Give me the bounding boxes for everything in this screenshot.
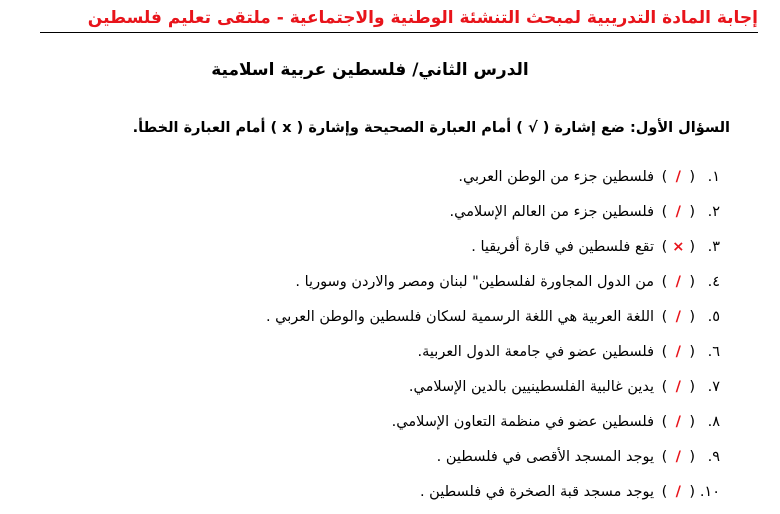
list-item: ٩.(/) يوجد المسجد الأقصى في فلسطين . [40, 444, 720, 479]
header-divider [40, 32, 758, 33]
answer-mark: / [675, 309, 681, 325]
question-heading: السؤال الأول: ضع إشارة ( √ ) أمام العبارة الصحيحة وإشارة ( x ) أمام العبارة الخطأ. [132, 120, 730, 136]
item-number: ٥. [707, 309, 720, 325]
answer-mark: / [675, 449, 681, 465]
list-item: ٧.(/) يدين غالبية الفلسطينيين بالدين الإسلامي. [40, 374, 720, 409]
answer-mark: / [675, 204, 681, 220]
list-item: ٦.(/) فلسطين عضو في جامعة الدول العربية. [40, 339, 720, 374]
item-number: ٤. [707, 274, 720, 290]
answer-list [40, 164, 720, 514]
item-number: ١. [707, 169, 720, 185]
list-item: ١.(/) فلسطين جزء من الوطن العربي. [40, 164, 720, 199]
item-text: تقع فلسطين في قارة أفريقيا . [471, 239, 655, 255]
item-text: يدين غالبية الفلسطينيين بالدين الإسلامي. [408, 379, 655, 395]
answer-mark: / [675, 414, 681, 430]
answer-mark: / [675, 379, 681, 395]
item-number: ١٠. [699, 484, 720, 500]
list-item: ٨.(/) فلسطين عضو في منظمة التعاون الإسلامي. [40, 409, 720, 444]
item-number: ٦. [707, 344, 720, 360]
answer-mark: / [675, 344, 681, 360]
answer-mark: / [675, 484, 681, 500]
lesson-title: الدرس الثاني/ فلسطين عربية اسلامية [211, 60, 529, 80]
list-item: ٣.(×) تقع فلسطين في قارة أفريقيا . [40, 234, 720, 269]
item-text: فلسطين جزء من العالم الإسلامي. [449, 204, 655, 220]
answer-mark: / [675, 169, 681, 185]
item-text: فلسطين جزء من الوطن العربي. [458, 169, 655, 185]
item-number: ٢. [707, 204, 720, 220]
answer-mark: × [672, 239, 685, 255]
item-text: فلسطين عضو في منظمة التعاون الإسلامي. [391, 414, 655, 430]
list-item: ٥.(/) اللغة العربية هي اللغة الرسمية لسكان فلسطين والوطن العربي . [40, 304, 720, 339]
list-item: ٤.(/) من الدول المجاورة لفلسطين" لبنان ومصر والاردن وسوريا . [40, 269, 720, 304]
item-text: يوجد المسجد الأقصى في فلسطين . [436, 449, 655, 465]
list-item: ١٠.(/) يوجد مسجد قبة الصخرة في فلسطين . [40, 479, 720, 514]
item-number: ٨. [707, 414, 720, 430]
list-item: ٢.(/) فلسطين جزء من العالم الإسلامي. [40, 199, 720, 234]
answer-mark: / [675, 274, 681, 290]
item-text: فلسطين عضو في جامعة الدول العربية. [417, 344, 655, 360]
item-number: ٣. [707, 239, 720, 255]
item-text: من الدول المجاورة لفلسطين" لبنان ومصر والاردن وسوريا . [295, 274, 655, 290]
document-header: إجابة المادة التدريبية لمبحث التنشئة الوطنية والاجتماعية - ملتقى تعليم فلسطين [87, 8, 758, 28]
item-number: ٩. [707, 449, 720, 465]
item-number: ٧. [707, 379, 720, 395]
item-text: اللغة العربية هي اللغة الرسمية لسكان فلسطين والوطن العربي . [265, 309, 655, 325]
item-text: يوجد مسجد قبة الصخرة في فلسطين . [419, 484, 655, 500]
